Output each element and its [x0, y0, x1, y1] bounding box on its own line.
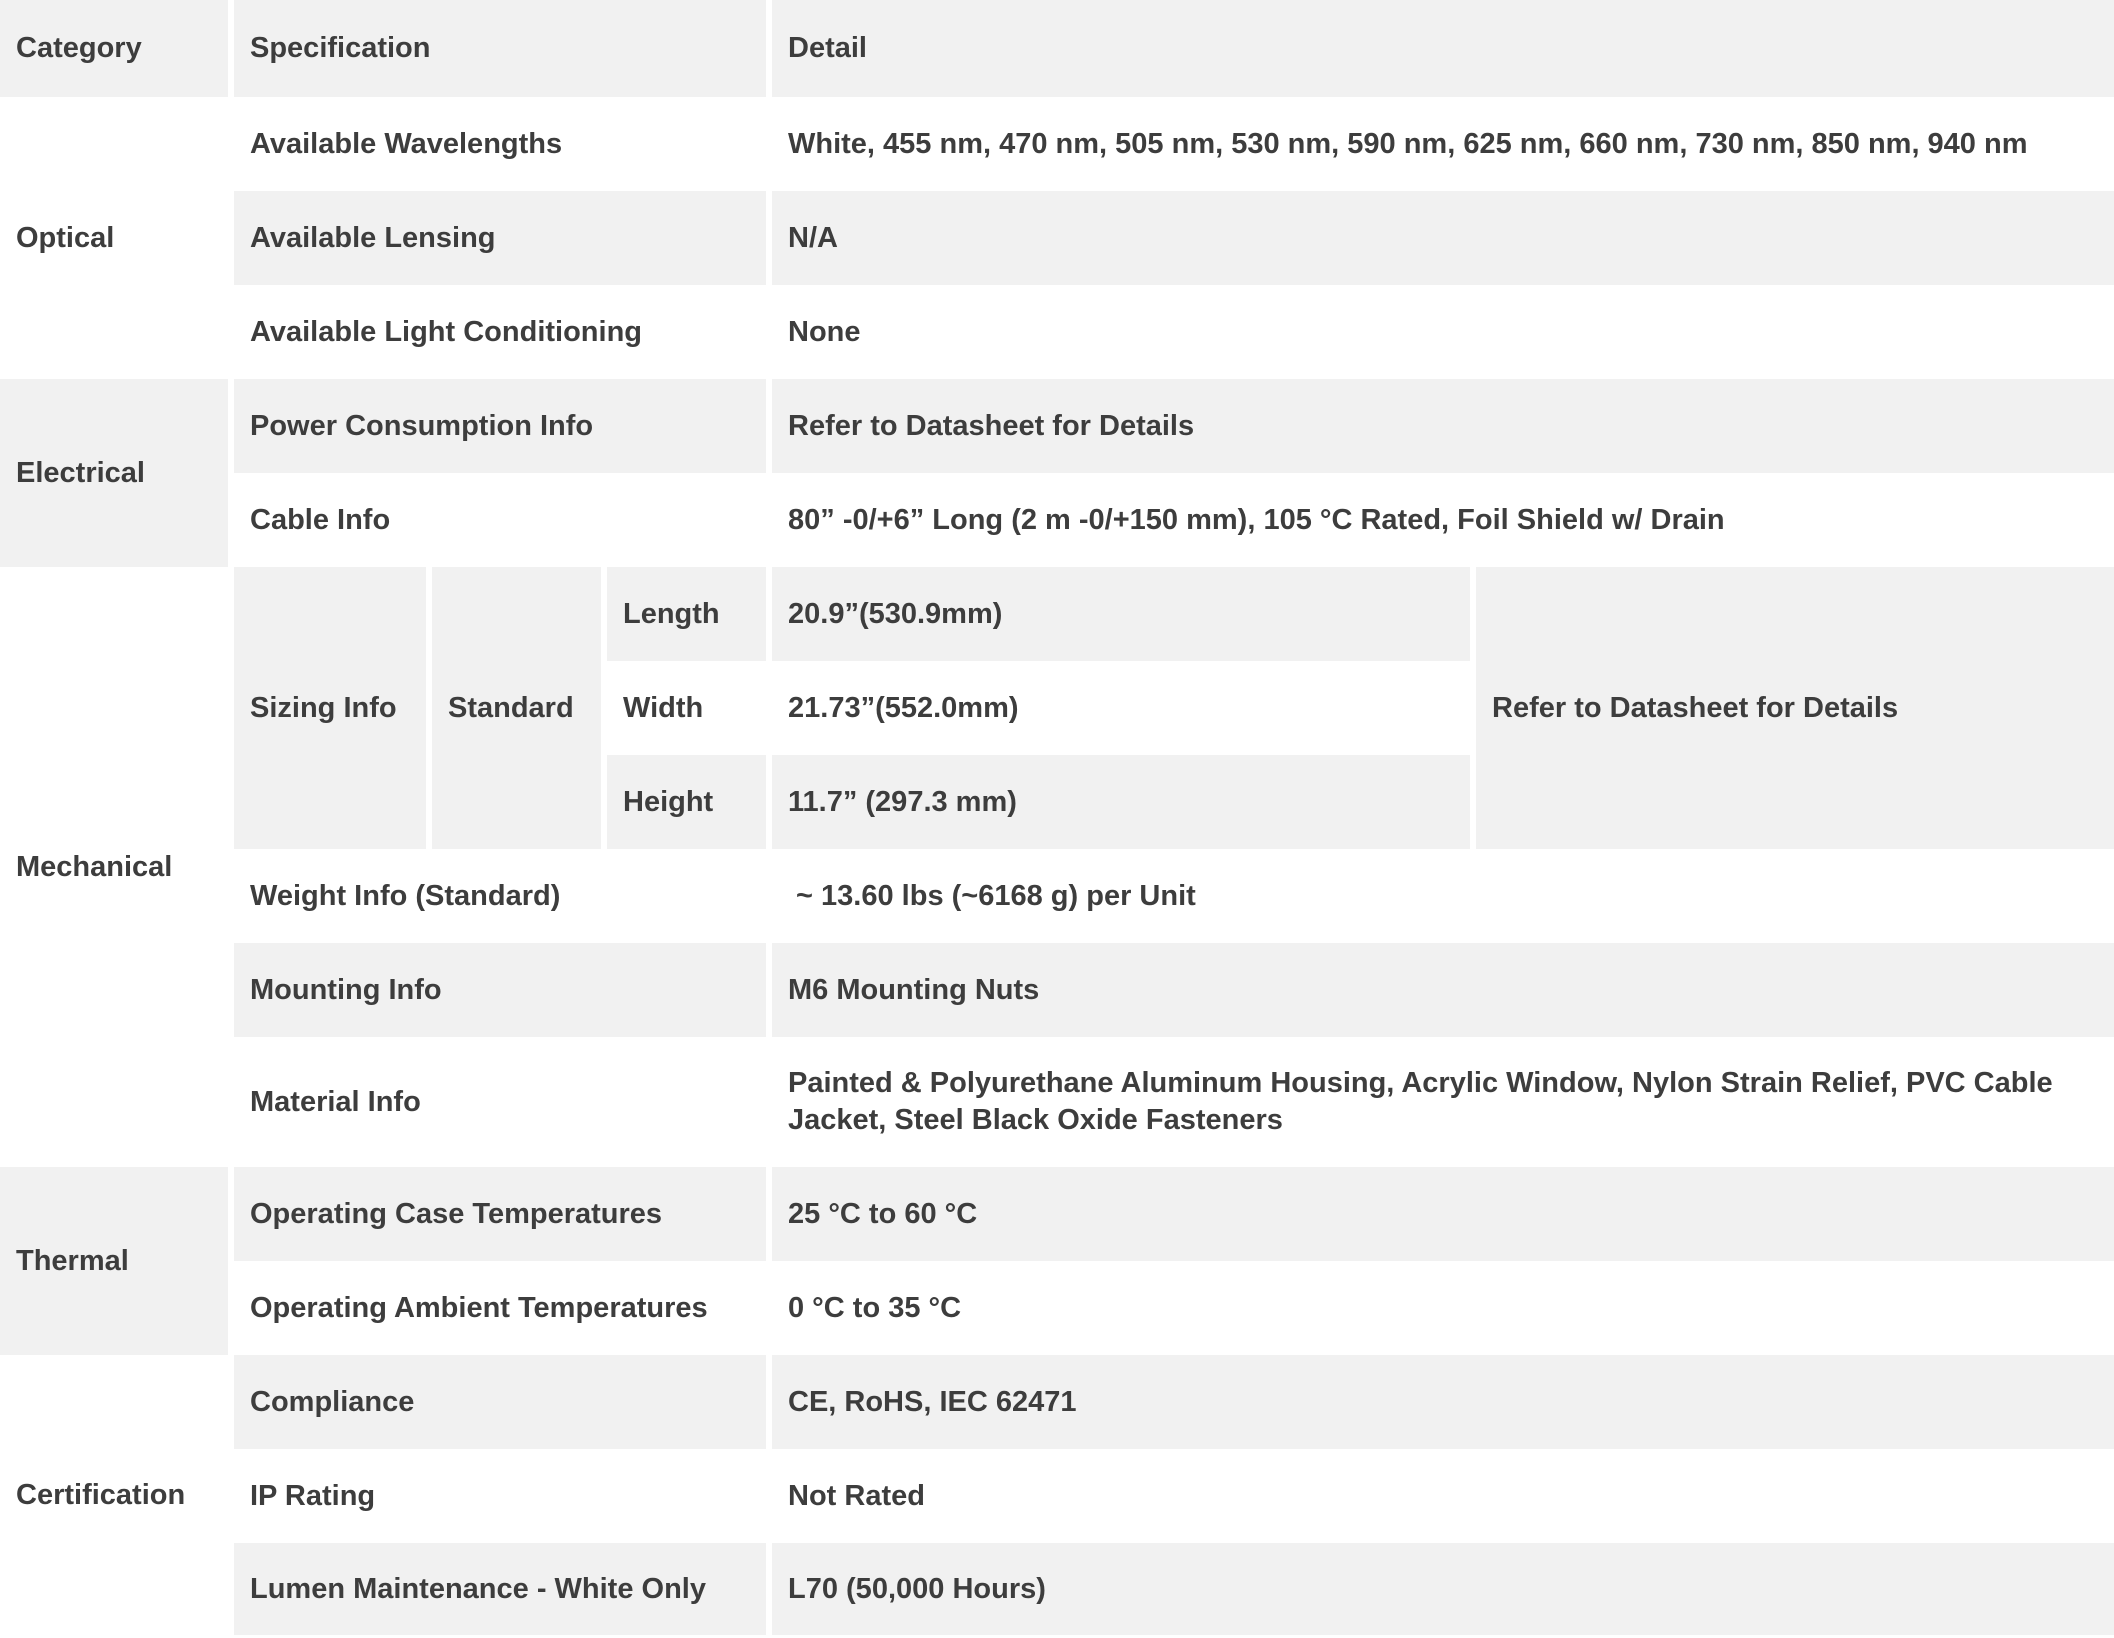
- header-specification: Specification: [234, 0, 766, 97]
- dimension-name: Length: [607, 567, 766, 661]
- detail-cell: White, 455 nm, 470 nm, 505 nm, 530 nm, 590 nm, 625 nm, 660 nm, 730 nm, 850 nm, 940 nm: [772, 97, 2114, 191]
- header-detail: Detail: [772, 0, 2114, 97]
- dimension-value: 21.73”(552.0mm): [772, 661, 1470, 755]
- spec-cell: Material Info: [234, 1037, 766, 1167]
- detail-cell: 0 °C to 35 °C: [772, 1261, 2114, 1355]
- detail-cell: L70 (50,000 Hours): [772, 1543, 2114, 1635]
- table-row: [0, 379, 2114, 473]
- spec-cell: Mounting Info: [234, 943, 766, 1037]
- table-row: [0, 1167, 2114, 1261]
- spec-cell: Available Lensing: [234, 191, 766, 285]
- spec-cell: Weight Info (Standard): [234, 849, 766, 943]
- spec-cell: Lumen Maintenance - White Only: [234, 1543, 766, 1635]
- category-thermal: Thermal: [0, 1167, 228, 1355]
- detail-cell: 80” -0/+6” Long (2 m -0/+150 mm), 105 °C Rated, Foil Shield w/ Drain: [772, 473, 2114, 567]
- table-row: [0, 1449, 2114, 1543]
- detail-cell: Not Rated: [772, 1449, 2114, 1543]
- detail-cell: 25 °C to 60 °C: [772, 1167, 2114, 1261]
- table-row: [0, 849, 2114, 943]
- header-row: [0, 0, 2114, 97]
- dimension-value: 20.9”(530.9mm): [772, 567, 1470, 661]
- detail-cell: M6 Mounting Nuts: [772, 943, 2114, 1037]
- spec-cell: Operating Case Temperatures: [234, 1167, 766, 1261]
- detail-cell: ~ 13.60 lbs (~6168 g) per Unit: [772, 849, 2114, 943]
- detail-cell: CE, RoHS, IEC 62471: [772, 1355, 2114, 1449]
- detail-cell: Painted & Polyurethane Aluminum Housing, Acrylic Window, Nylon Strain Relief, PVC Cable Jacket, Steel Black Oxide Fasteners: [772, 1037, 2114, 1167]
- category-certification: Certification: [0, 1355, 228, 1635]
- table-row: [0, 1543, 2114, 1635]
- category-electrical: Electrical: [0, 379, 228, 567]
- dimension-name: Width: [607, 661, 766, 755]
- detail-cell: N/A: [772, 191, 2114, 285]
- detail-cell: None: [772, 285, 2114, 379]
- sizing-info-label: Sizing Info: [234, 567, 426, 849]
- category-mechanical: Mechanical: [0, 567, 228, 1167]
- spec-cell: Available Light Conditioning: [234, 285, 766, 379]
- table-row: [0, 1261, 2114, 1355]
- spec-cell: Available Wavelengths: [234, 97, 766, 191]
- table-row: [0, 191, 2114, 285]
- table-row: [0, 1037, 2114, 1167]
- spec-cell: Cable Info: [234, 473, 766, 567]
- table-row: [0, 285, 2114, 379]
- dimension-value: 11.7” (297.3 mm): [772, 755, 1470, 849]
- spec-cell: Compliance: [234, 1355, 766, 1449]
- table-row: [0, 1355, 2114, 1449]
- header-category: Category: [0, 0, 228, 97]
- spec-cell: Operating Ambient Temperatures: [234, 1261, 766, 1355]
- category-optical: Optical: [0, 97, 228, 379]
- spec-cell: Power Consumption Info: [234, 379, 766, 473]
- dimension-name: Height: [607, 755, 766, 849]
- sizing-variant: Standard: [432, 567, 601, 849]
- detail-cell: Refer to Datasheet for Details: [772, 379, 2114, 473]
- table-row: [0, 943, 2114, 1037]
- spec-cell: IP Rating: [234, 1449, 766, 1543]
- table-row: [0, 97, 2114, 191]
- sizing-note: Refer to Datasheet for Details: [1476, 567, 2114, 849]
- table-row: [0, 567, 2114, 661]
- table-row: [0, 473, 2114, 567]
